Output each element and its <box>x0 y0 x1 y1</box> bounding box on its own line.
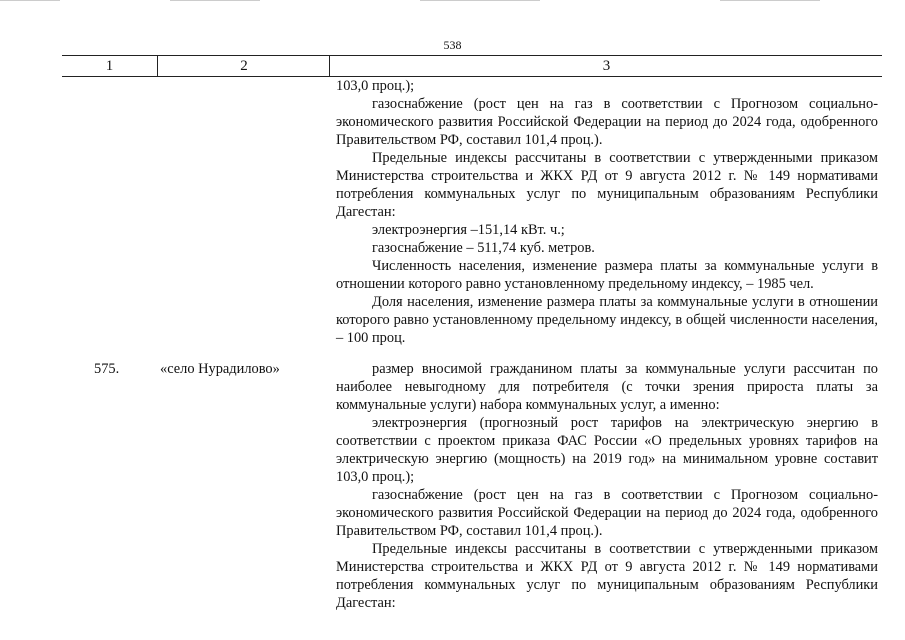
row-number: 575. <box>94 361 120 377</box>
table-header-row <box>62 55 882 77</box>
continuation-paragraph-gas: газоснабжение (рост цен на газ в соответствии с Прогнозом социально-экономического развития Российской Федерации на период до 2024 года, одобренного Правительством РФ, составил 101,4 проц.). <box>336 96 878 148</box>
row-paragraph-electricity: электроэнергия (прогнозный рост тарифов на электрическую энергию в соответствии с проектом приказа ФАС России «О предельных уровнях тарифов на электрическую энергию (мощность) на 2019 год» на минимальном уровне составит 103,0 проц.); <box>336 415 878 485</box>
continuation-paragraph-gas-norm: газоснабжение – 511,74 куб. метров. <box>372 240 595 256</box>
continuation-paragraph-share: Доля населения, изменение размера платы за коммунальные услуги в отношении которого равно установленному предельному индексу, в общей численности населения, – 100 проц. <box>336 294 878 346</box>
continuation-paragraph-indices: Предельные индексы рассчитаны в соответствии с утвержденными приказом Министерства строительства и ЖКХ РД от 9 августа 2012 г. № 149 нормативами потребления коммунальных услуг по муниципальным образованиям Республики Дагестан: <box>336 150 878 220</box>
row-paragraph-payment: размер вносимой гражданином платы за коммунальные услуги рассчитан по наиболее невыгодному для потребителя (с точки зрения прироста платы за коммунальные услуги) набора коммунальных услуг, а именно: <box>336 361 878 413</box>
column-header-3: 3 <box>329 56 883 76</box>
page-number: 538 <box>443 38 462 52</box>
column-header-1: 1 <box>105 58 114 74</box>
row-paragraph-indices: Предельные индексы рассчитаны в соответствии с утвержденными приказом Министерства строительства и ЖКХ РД от 9 августа 2012 г. № 149 нормативами потребления коммунальных услуг по муниципальным образованиям Республики Дагестан: <box>336 541 878 611</box>
scan-top-edge-marks <box>0 0 905 3</box>
continuation-paragraph-tariff-end: 103,0 проц.); <box>336 78 415 94</box>
continuation-paragraph-electricity-norm: электроэнергия –151,14 кВт. ч.; <box>372 222 565 238</box>
continuation-paragraph-population: Численность населения, изменение размера платы за коммунальные услуги в отношении которого равно установленному предельному индексу, – 1985 чел. <box>336 258 878 292</box>
column-header-2: 2 <box>157 56 330 76</box>
row-paragraph-gas: газоснабжение (рост цен на газ в соответствии с Прогнозом социально-экономического развития Российской Федерации на период до 2024 года, одобренного Правительством РФ, составил 101,4 проц.). <box>336 487 878 539</box>
settlement-name: «село Нурадилово» <box>160 361 280 377</box>
